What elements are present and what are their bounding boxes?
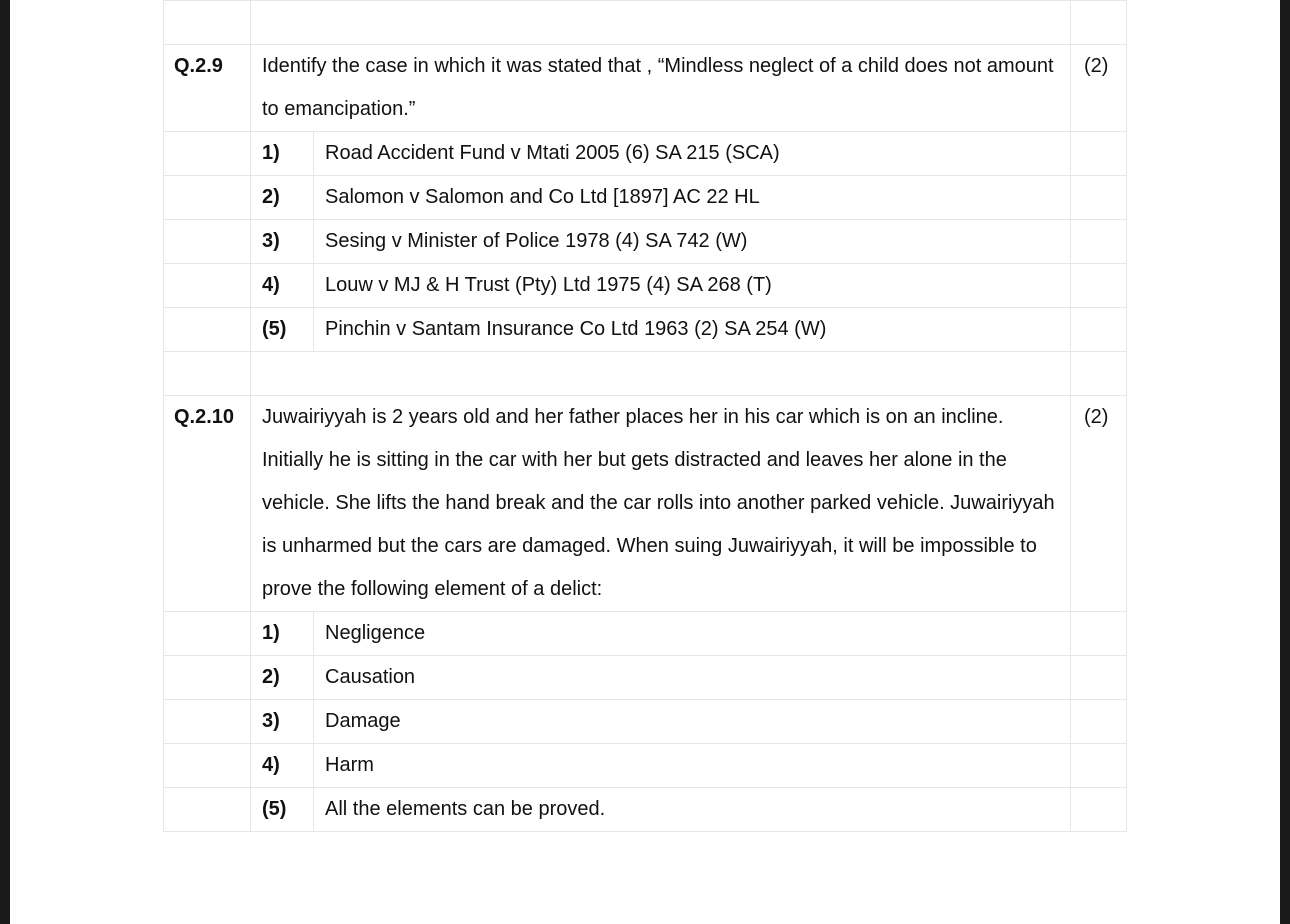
option-label: 3) xyxy=(251,220,314,264)
option-label: (5) xyxy=(251,308,314,352)
option-text: Sesing v Minister of Police 1978 (4) SA 742 (W) xyxy=(314,220,1071,264)
option-label: (5) xyxy=(251,788,314,832)
option-row xyxy=(164,744,1127,788)
option-text: Causation xyxy=(314,656,1071,700)
question-number: Q.2.10 xyxy=(164,396,251,612)
option-row xyxy=(164,700,1127,744)
option-row xyxy=(164,176,1127,220)
option-row xyxy=(164,788,1127,832)
question-marks: (2) xyxy=(1071,45,1127,132)
option-label: 2) xyxy=(251,656,314,700)
option-row xyxy=(164,656,1127,700)
option-text: Road Accident Fund v Mtati 2005 (6) SA 215 (SCA) xyxy=(314,132,1071,176)
option-text: All the elements can be proved. xyxy=(314,788,1071,832)
option-label: 4) xyxy=(251,744,314,788)
spacer-row xyxy=(164,352,1127,396)
spacer-row xyxy=(164,1,1127,45)
option-label: 4) xyxy=(251,264,314,308)
option-label: 2) xyxy=(251,176,314,220)
question-marks: (2) xyxy=(1071,396,1127,612)
option-text: Harm xyxy=(314,744,1071,788)
option-text: Louw v MJ & H Trust (Pty) Ltd 1975 (4) SA 268 (T) xyxy=(314,264,1071,308)
question-row xyxy=(164,396,1127,612)
option-row xyxy=(164,132,1127,176)
option-label: 1) xyxy=(251,132,314,176)
document-page xyxy=(10,0,1280,924)
question-number: Q.2.9 xyxy=(164,45,251,132)
option-row xyxy=(164,264,1127,308)
question-table xyxy=(163,0,1127,832)
question-text: Identify the case in which it was stated that , “Mindless neglect of a child does not amount to emancipation.” xyxy=(251,45,1071,132)
option-text: Negligence xyxy=(314,612,1071,656)
option-label: 1) xyxy=(251,612,314,656)
window-edge xyxy=(1280,756,1290,924)
option-text: Damage xyxy=(314,700,1071,744)
question-row xyxy=(164,45,1127,132)
option-text: Pinchin v Santam Insurance Co Ltd 1963 (2) SA 254 (W) xyxy=(314,308,1071,352)
option-label: 3) xyxy=(251,700,314,744)
question-text: Juwairiyyah is 2 years old and her father places her in his car which is on an incline. Initially he is sitting in the car with her but gets distracted and leaves her alone in the vehicle. She lifts the hand break and the car rolls into another parked vehicle. Juwairiyyah is unharmed but the cars are damaged. When suing Juwairiyyah, it will be impossible to prove the following element of a delict: xyxy=(251,396,1071,612)
option-row xyxy=(164,612,1127,656)
option-row xyxy=(164,220,1127,264)
option-row xyxy=(164,308,1127,352)
option-text: Salomon v Salomon and Co Ltd [1897] AC 22 HL xyxy=(314,176,1071,220)
